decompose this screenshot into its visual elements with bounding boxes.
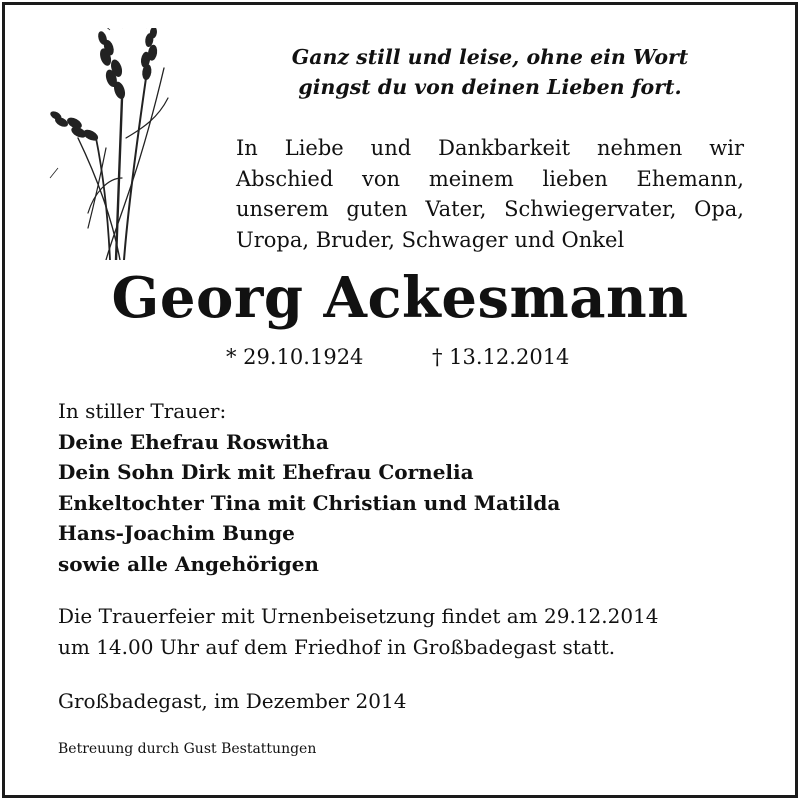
funeral-home-credit: Betreuung durch Gust Bestattungen	[58, 741, 317, 757]
poem-line: Ganz still und leise, ohne ein Wort	[291, 45, 689, 69]
mourners-heading: In stiller Trauer:	[58, 399, 227, 423]
intro-line: Uropa, Bruder, Schwager und Onkel	[236, 227, 625, 252]
intro-line: unserem guten Vater, Schwiegervater, Opa,	[236, 197, 744, 221]
mourner-entry: sowie alle Angehörigen	[58, 551, 319, 576]
wheat-icon	[48, 28, 178, 260]
poem	[250, 42, 730, 102]
funeral-service-info	[58, 601, 758, 663]
service-line: Die Trauerfeier mit Urnenbeisetzung findet am 29.12.2014	[58, 604, 659, 628]
intro-line: Abschied von meinem lieben Ehemann,	[236, 166, 744, 191]
mourner-entry: Hans-Joachim Bunge	[58, 521, 295, 545]
birth-date: * 29.10.1924	[226, 345, 364, 369]
intro-text	[236, 133, 744, 255]
mourner-entry: Deine Ehefrau Roswitha	[58, 429, 329, 454]
mourners	[58, 396, 560, 579]
place-and-date: Großbadegast, im Dezember 2014	[58, 689, 407, 713]
mourner-entry: Enkeltochter Tina mit Christian und Matilda	[58, 490, 561, 515]
intro-line: In Liebe und Dankbarkeit nehmen wir	[236, 136, 744, 160]
death-date: † 13.12.2014	[432, 345, 570, 369]
deceased-name: Georg Ackesmann	[111, 265, 689, 331]
mourner-entry: Dein Sohn Dirk mit Ehefrau Cornelia	[58, 460, 474, 484]
service-line: um 14.00 Uhr auf dem Friedhof in Großbadegast statt.	[58, 635, 616, 659]
poem-line: gingst du von deinen Lieben fort.	[298, 75, 682, 99]
